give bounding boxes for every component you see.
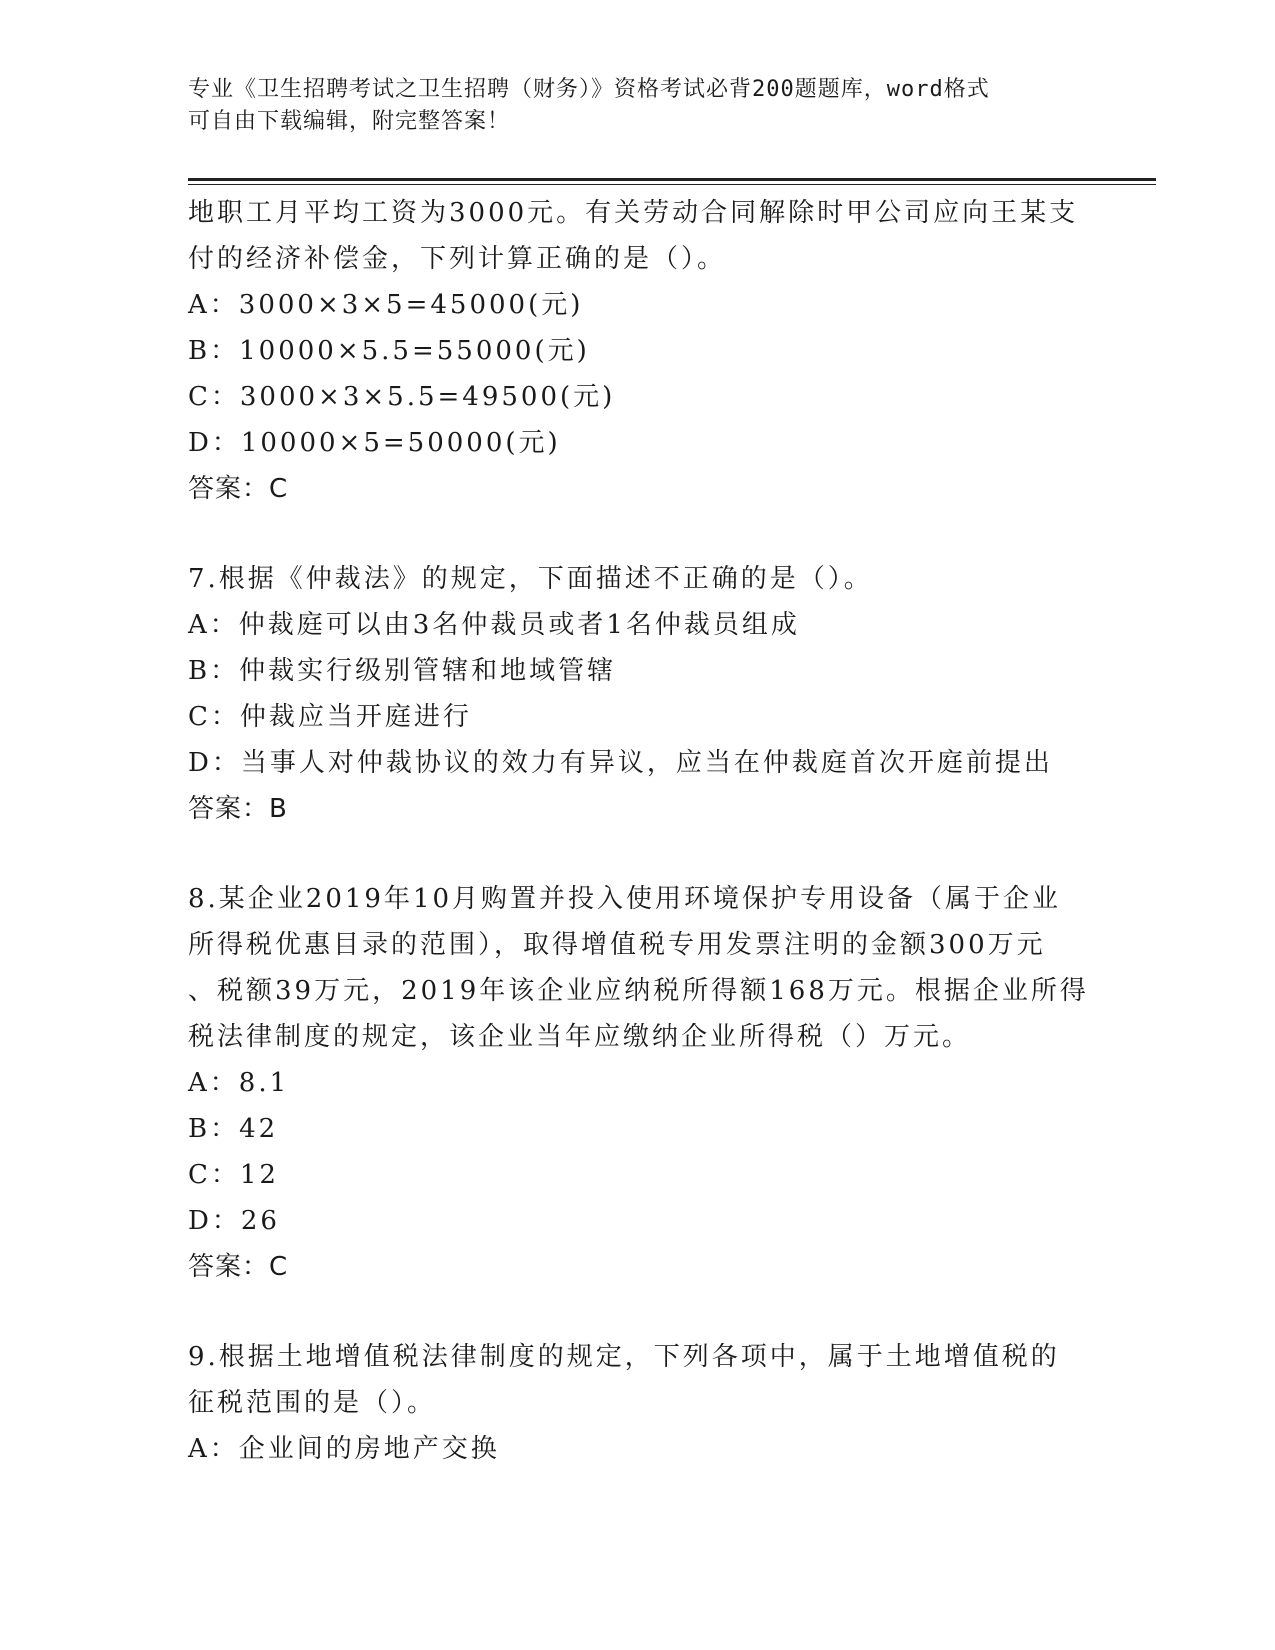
question-stem: 9.根据土地增值税法律制度的规定，下列各项中，属于土地增值税的 (188, 1342, 1060, 1372)
question-stem: 税法律制度的规定，该企业当年应缴纳企业所得税（）万元。 (188, 1022, 972, 1052)
question-7 (188, 556, 1088, 832)
question-list (188, 190, 1088, 1472)
question-stem: 所得税优惠目录的范围），取得增值税专用发票注明的金额300万元 (188, 930, 1046, 960)
option-d: D：10000×5=50000(元) (188, 428, 561, 458)
header-divider-thin (188, 184, 1156, 185)
question-6 (188, 190, 1088, 512)
answer: 答案：B (188, 794, 288, 824)
question-stem: 征税范围的是（）。 (188, 1388, 437, 1418)
option-b: B：仲裁实行级别管辖和地域管辖 (188, 656, 617, 686)
question-9 (188, 1334, 1088, 1472)
option-d: D：当事人对仲裁协议的效力有异议，应当在仲裁庭首次开庭前提出 (188, 748, 1053, 778)
spacer (188, 832, 1088, 876)
option-d: D：26 (188, 1206, 280, 1236)
question-stem: 、税额39万元，2019年该企业应纳税所得额168万元。根据企业所得 (188, 976, 1089, 1006)
question-stem: 7.根据《仲裁法》的规定，下面描述不正确的是（）。 (188, 564, 873, 594)
answer: 答案：C (188, 1252, 289, 1282)
option-c: C：仲裁应当开庭进行 (188, 702, 472, 732)
option-b: B：42 (188, 1114, 279, 1144)
document-header (188, 74, 1088, 138)
header-title-line-2: 可自由下载编辑，附完整答案！ (188, 109, 511, 134)
question-8 (188, 876, 1088, 1290)
header-divider-thick (188, 178, 1156, 181)
question-stem: 付的经济补偿金，下列计算正确的是（）。 (188, 244, 727, 274)
option-c: C：3000×3×5.5=49500(元) (188, 382, 616, 412)
spacer (188, 512, 1088, 556)
option-b: B：10000×5.5=55000(元) (188, 336, 590, 366)
option-a: A：8.1 (188, 1068, 290, 1098)
spacer (188, 1290, 1088, 1334)
option-a: A：3000×3×5=45000(元) (188, 290, 584, 320)
option-a: A：企业间的房地产交换 (188, 1434, 500, 1464)
question-stem: 8.某企业2019年10月购置并投入使用环境保护专用设备（属于企业 (188, 884, 1062, 914)
question-stem: 地职工月平均工资为3000元。有关劳动合同解除时甲公司应向王某支 (188, 198, 1079, 228)
option-c: C：12 (188, 1160, 279, 1190)
option-a: A：仲裁庭可以由3名仲裁员或者1名仲裁员组成 (188, 610, 800, 640)
header-title-line-1: 专业《卫生招聘考试之卫生招聘（财务）》资格考试必背200题题库，word格式 (188, 77, 990, 102)
answer: 答案：C (188, 474, 289, 504)
